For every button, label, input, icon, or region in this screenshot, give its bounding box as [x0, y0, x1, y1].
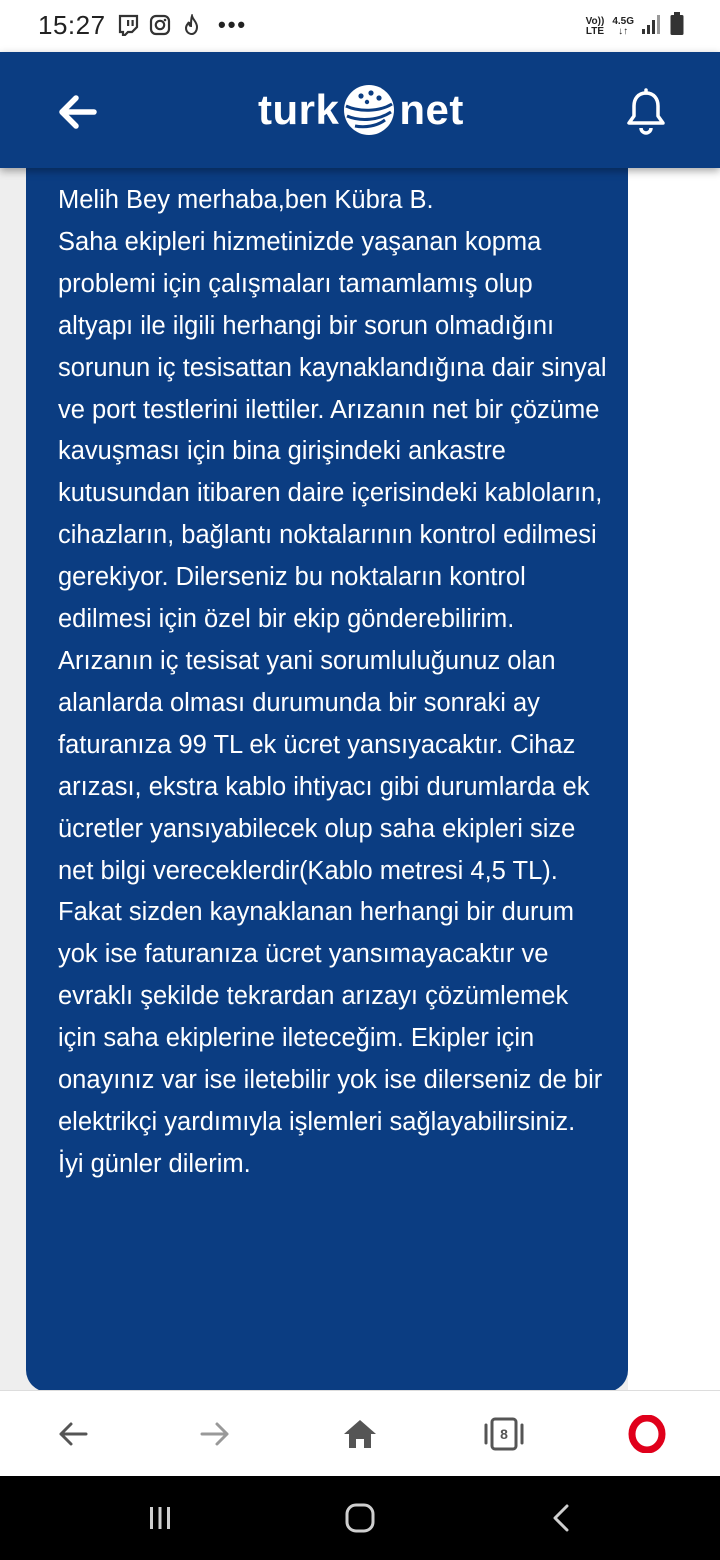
back-button[interactable]	[54, 88, 102, 136]
chat-content[interactable]	[0, 168, 720, 1390]
turknet-logo	[258, 80, 464, 140]
bell-icon	[624, 88, 668, 136]
browser-toolbar	[0, 1390, 720, 1477]
signal-icon	[642, 13, 662, 40]
system-back-button[interactable]	[540, 1496, 584, 1540]
browser-tabs-button[interactable]	[481, 1411, 527, 1457]
opera-menu-button[interactable]	[624, 1411, 670, 1457]
browser-back-button[interactable]	[50, 1411, 96, 1457]
logo-text-net: net	[399, 86, 464, 133]
more-notifications-indicator: •••	[218, 12, 248, 37]
message-text: Melih Bey merhaba,ben Kübra B. Saha ekipleri hizmetinizde yaşanan kopma problemi için çalışmaları tamamlamış olup altyapı ile ilgili herhangi bir sorun olmadığını sorunun iç tesisattan kaynaklandığına dair sinyal ve port testlerini ilettiler. Arızanın net bir çözüme kavuşması için bina girişindeki ankastre kutusundan itibaren daire içerisindeki kabloların, cihazların, bağlantı noktalarının kontrol edilmesi gerekiyor. Dilerseniz bu noktaların kontrol edilmesi için özel bir ekip gönderebilirim. Arızanın iç tesisat yani sorumluluğunuz olan alanlarda olması durumunda bir sonraki ay faturanıza 99 TL ek ücret yansıyacaktır. Cihaz arızası, ekstra kablo ihtiyacı gibi durumlarda ek ücretler yansıyabilecek olup saha ekipleri size net bilgi vereceklerdir(Kablo metresi 4,5 TL). Fakat sizden kaynaklanan herhangi bir durum yok ise faturanıza ücret yansımayacaktır ve evraklı şekilde tekrardan arızayı çözümlemek için saha ekiplerine ileteceğim. Ekipler için onayınız var ise iletebilir yok ise dilerseniz de bir elektrikçi yardımıyla işlemleri sağlayabilirsiniz. İyi günler dilerim.	[58, 186, 607, 1178]
system-home-button[interactable]	[338, 1496, 382, 1540]
instagram-icon	[148, 13, 172, 37]
globe-icon	[341, 82, 397, 138]
opera-icon	[628, 1415, 666, 1453]
arrow-left-icon	[54, 88, 102, 136]
twitch-icon	[116, 13, 140, 37]
logo-text-turk: turk	[258, 86, 340, 133]
message-bubble	[26, 168, 628, 1390]
tabs-icon	[483, 1416, 525, 1452]
browser-home-button[interactable]	[337, 1411, 383, 1457]
browser-forward-button[interactable]	[192, 1411, 238, 1457]
recent-apps-button[interactable]	[138, 1496, 182, 1540]
tinder-icon	[180, 13, 204, 37]
tab-count: 8	[500, 1426, 508, 1442]
content-gutter	[628, 168, 720, 1390]
back-arrow-icon	[56, 1417, 90, 1451]
notifications-button[interactable]	[624, 88, 668, 136]
recent-apps-icon	[145, 1503, 175, 1533]
home-circle-icon	[343, 1501, 377, 1535]
chevron-left-icon	[547, 1503, 577, 1533]
system-navigation-bar	[0, 1476, 720, 1560]
network-type-indicator: 4.5G ↓↑	[612, 15, 634, 37]
forward-arrow-icon	[198, 1417, 232, 1451]
home-icon	[342, 1417, 378, 1451]
app-header	[0, 52, 720, 168]
battery-icon	[670, 12, 684, 41]
volte-indicator: Vo)) LTE	[585, 15, 605, 37]
status-bar	[0, 0, 720, 52]
status-time: 15:27	[38, 10, 106, 40]
